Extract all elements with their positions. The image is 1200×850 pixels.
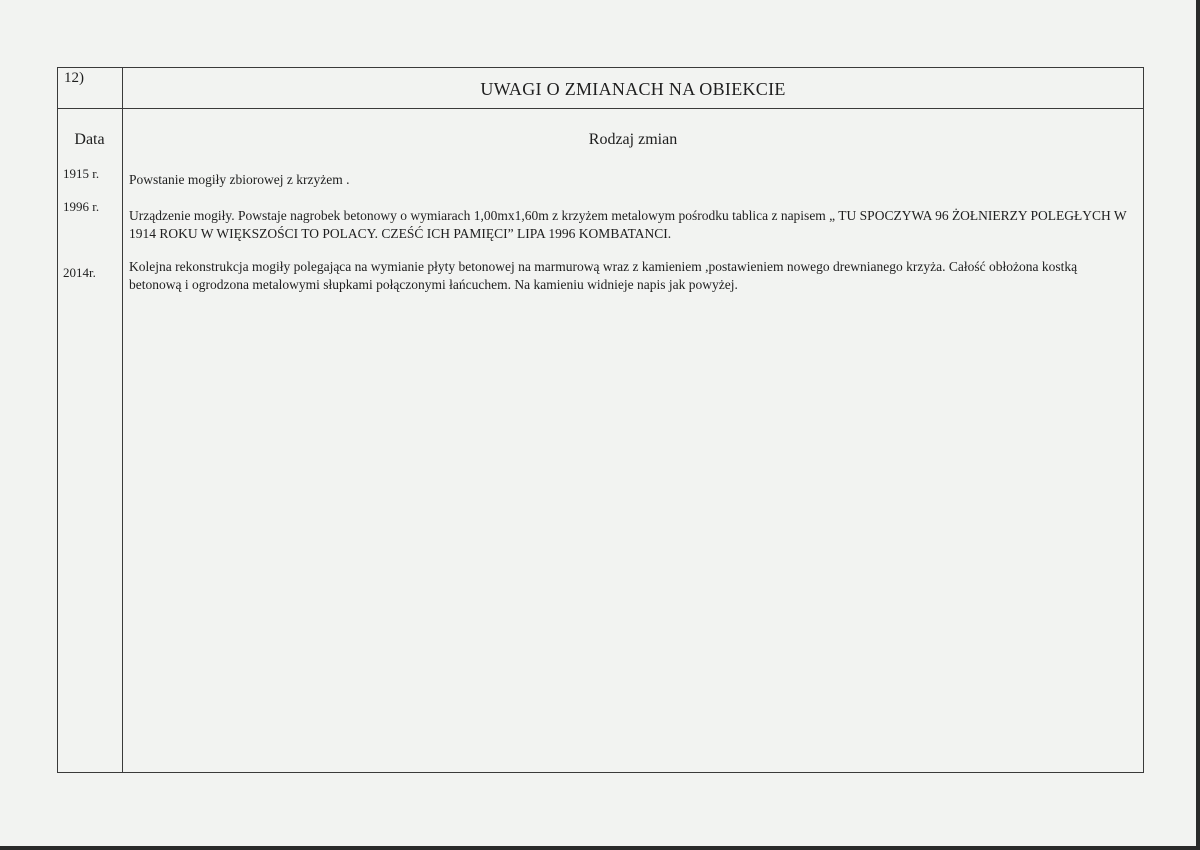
column-header-change: Rodzaj zmian (588, 131, 678, 148)
row-text: Urządzenie mogiły. Powstaje nagrobek betonowy o wymiarach 1,00mx1,60m z krzyżem metalowym pośrodku tablica z napisem „ TU SPOCZYWA 96 ŻOŁNIERZY POLEGŁYCH W 1914 ROKU W WIĘKSZOŚCI TO POLACY. CZEŚĆ ICH PAMIĘCI” LIPA 1996 KOMBATANCI. (129, 208, 1127, 241)
row-date: 1915 r. (63, 166, 100, 181)
column-divider (122, 67, 123, 773)
row-date: 2014r. (63, 265, 96, 280)
scan-edge-right (1196, 0, 1200, 850)
header-divider (57, 108, 1144, 109)
section-title: UWAGI O ZMIANACH NA OBIEKCIE (480, 79, 786, 99)
row-text: Powstanie mogiły zbiorowej z krzyżem . (129, 172, 350, 187)
scan-edge-bottom (0, 846, 1200, 850)
row-date: 1996 r. (63, 199, 100, 214)
row-text: Kolejna rekonstrukcja mogiły polegająca na wymianie płyty betonowej na marmurową wraz z kamieniem ,postawieniem nowego drewnianego krzyża. Całość obłożona kostką betonową i ogrodzona metalowymi słupkami połączonymi łańcuchem. Na kamieniu widnieje napis jak powyżej. (129, 259, 1078, 292)
section-number: 12) (64, 70, 84, 86)
column-header-date: Data (74, 131, 105, 148)
